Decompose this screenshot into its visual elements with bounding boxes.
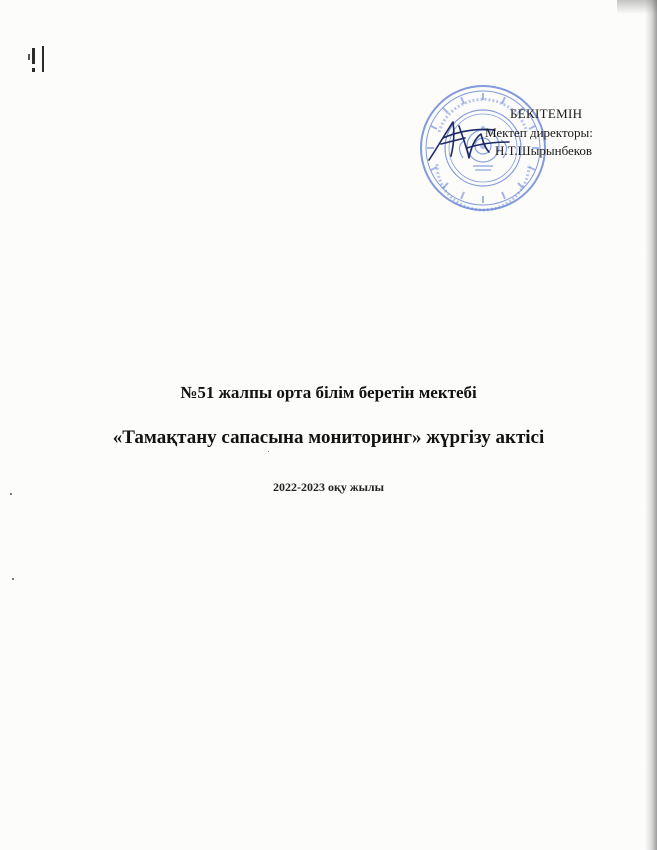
- approval-title: БЕКІТЕМІН: [510, 106, 583, 121]
- scan-speck: [12, 578, 14, 580]
- academic-year: 2022-2023 оқу жылы: [272, 480, 385, 494]
- scan-corner-shadow: [617, 0, 657, 14]
- director-name: Н.Т.Шырынбеков: [495, 143, 593, 158]
- scan-speck: [268, 451, 269, 452]
- scan-speck: [10, 493, 12, 495]
- binder-hole-mark-icon: [26, 42, 56, 78]
- school-name-heading: №51 жалпы орта білім беретін мектебі: [180, 383, 477, 402]
- director-role: Мектеп директоры:: [485, 125, 593, 140]
- act-title-heading: «Тамақтану сапасына мониторинг» жүргізу актісі: [112, 427, 545, 448]
- scan-edge-shadow: [645, 0, 657, 850]
- approval-block: [415, 80, 635, 215]
